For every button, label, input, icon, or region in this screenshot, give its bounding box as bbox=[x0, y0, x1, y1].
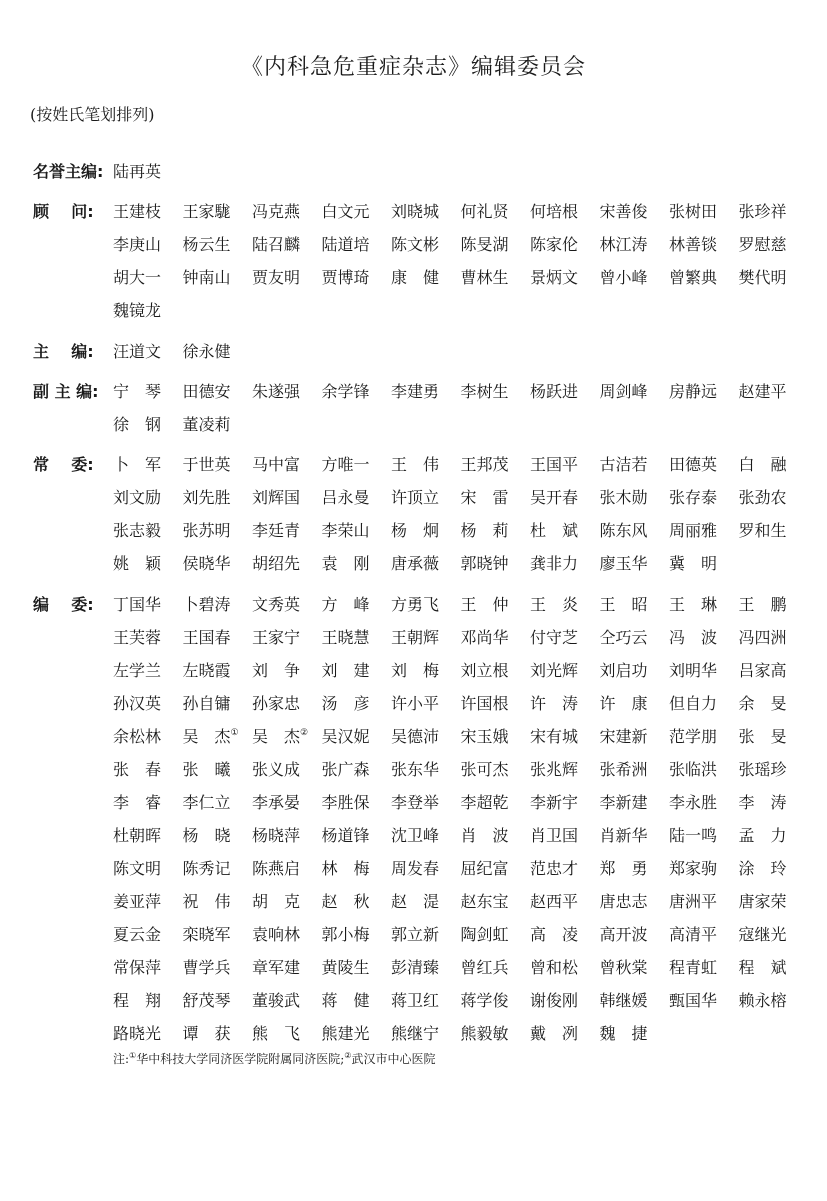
member-name: 魏 捷 bbox=[599, 1024, 648, 1043]
member-name: 肖 波 bbox=[460, 826, 509, 845]
member-name: 贾博琦 bbox=[321, 268, 370, 287]
member-name: 刘 建 bbox=[321, 661, 370, 680]
member-name: 常保萍 bbox=[113, 958, 162, 977]
member-name: 何培根 bbox=[530, 202, 579, 221]
member-name: 方勇飞 bbox=[391, 595, 440, 614]
member-name: 李 涛 bbox=[738, 793, 787, 812]
member-name: 李廷青 bbox=[252, 521, 301, 540]
member-name: 古洁若 bbox=[599, 455, 648, 474]
member-name: 李承晏 bbox=[252, 793, 301, 812]
member-name: 姜亚萍 bbox=[113, 892, 162, 911]
member-name: 卜 军 bbox=[113, 455, 162, 474]
member-name: 陆再英 bbox=[113, 162, 162, 181]
member-name: 蒋 健 bbox=[321, 991, 370, 1010]
member-name: 宁 琴 bbox=[113, 382, 162, 401]
member-name: 冯克燕 bbox=[252, 202, 301, 221]
member-name: 丁国华 bbox=[113, 595, 162, 614]
member-name: 方唯一 bbox=[321, 455, 370, 474]
member-name: 李庚山 bbox=[113, 235, 162, 254]
member-name: 郭立新 bbox=[391, 925, 440, 944]
member-name: 肖新华 bbox=[599, 826, 648, 845]
name-list bbox=[113, 588, 813, 1050]
name-list bbox=[113, 155, 813, 188]
member-name: 陆道培 bbox=[321, 235, 370, 254]
member-name: 吴 杰① bbox=[182, 727, 239, 746]
member-name: 房静远 bbox=[669, 382, 718, 401]
member-name: 林江涛 bbox=[599, 235, 648, 254]
member-name: 姚 颖 bbox=[113, 554, 162, 573]
member-name: 谢俊刚 bbox=[530, 991, 579, 1010]
sort-order-note: (按姓氏笔划排列) bbox=[30, 105, 155, 124]
member-name: 刘启功 bbox=[599, 661, 648, 680]
member-name: 郭小梅 bbox=[321, 925, 370, 944]
member-name: 陈旻湖 bbox=[460, 235, 509, 254]
member-name: 郑 勇 bbox=[599, 859, 648, 878]
member-name: 李登举 bbox=[391, 793, 440, 812]
member-name: 张 旻 bbox=[738, 727, 787, 746]
member-name: 卜碧涛 bbox=[182, 595, 231, 614]
member-name: 戴 冽 bbox=[530, 1024, 579, 1043]
member-name: 刘明华 bbox=[669, 661, 718, 680]
member-name: 张树田 bbox=[669, 202, 718, 221]
member-name: 张劲农 bbox=[738, 488, 787, 507]
member-name: 张东华 bbox=[391, 760, 440, 779]
section-label: 主 编: bbox=[33, 342, 94, 361]
member-name: 张志毅 bbox=[113, 521, 162, 540]
member-name: 吕家高 bbox=[738, 661, 787, 680]
member-name: 罗和生 bbox=[738, 521, 787, 540]
member-name: 张义成 bbox=[252, 760, 301, 779]
member-name: 张临洪 bbox=[669, 760, 718, 779]
member-name: 李 睿 bbox=[113, 793, 162, 812]
member-name: 陶剑虹 bbox=[460, 925, 509, 944]
member-name: 余学锋 bbox=[321, 382, 370, 401]
member-name: 王邦茂 bbox=[460, 455, 509, 474]
member-name: 樊代明 bbox=[738, 268, 787, 287]
name-list bbox=[113, 448, 813, 580]
member-name: 李荣山 bbox=[321, 521, 370, 540]
member-name: 陈秀记 bbox=[182, 859, 231, 878]
member-name: 宋玉娥 bbox=[460, 727, 509, 746]
member-name: 曾红兵 bbox=[460, 958, 509, 977]
member-name: 袁 刚 bbox=[321, 554, 370, 573]
member-name: 高开波 bbox=[599, 925, 648, 944]
member-name: 王 鹏 bbox=[738, 595, 787, 614]
member-name: 祝 伟 bbox=[182, 892, 231, 911]
member-name: 冀 明 bbox=[669, 554, 718, 573]
member-name: 王国平 bbox=[530, 455, 579, 474]
section-label: 编 委: bbox=[33, 595, 94, 614]
member-name: 魏镜龙 bbox=[113, 301, 162, 320]
member-name: 杨云生 bbox=[182, 235, 231, 254]
member-name: 赵 湜 bbox=[391, 892, 440, 911]
member-name: 但自力 bbox=[669, 694, 718, 713]
member-name: 朱遂强 bbox=[252, 382, 301, 401]
member-name: 景炳文 bbox=[530, 268, 579, 287]
member-name: 唐家荣 bbox=[738, 892, 787, 911]
member-name: 肖卫国 bbox=[530, 826, 579, 845]
member-name: 夏云金 bbox=[113, 925, 162, 944]
member-name: 高 凌 bbox=[530, 925, 579, 944]
member-name: 胡 克 bbox=[252, 892, 301, 911]
member-name: 王 伟 bbox=[391, 455, 440, 474]
member-name: 李新建 bbox=[599, 793, 648, 812]
member-name: 邓尚华 bbox=[460, 628, 509, 647]
member-name: 侯晓华 bbox=[182, 554, 231, 573]
member-name: 张苏明 bbox=[182, 521, 231, 540]
member-name: 陈家伦 bbox=[530, 235, 579, 254]
member-name: 杜朝晖 bbox=[113, 826, 162, 845]
member-name: 王 仲 bbox=[460, 595, 509, 614]
member-name: 徐永健 bbox=[182, 342, 231, 361]
member-name: 林 梅 bbox=[321, 859, 370, 878]
member-name: 舒茂琴 bbox=[182, 991, 231, 1010]
member-name: 陆召麟 bbox=[252, 235, 301, 254]
member-name: 路晓光 bbox=[113, 1024, 162, 1043]
footnote: 注:①华中科技大学同济医学院附属同济医院;②武汉市中心医院 bbox=[113, 1051, 436, 1066]
member-name: 王建枝 bbox=[113, 202, 162, 221]
member-name: 田德英 bbox=[669, 455, 718, 474]
member-name: 吕永曼 bbox=[321, 488, 370, 507]
member-name: 熊继宁 bbox=[391, 1024, 440, 1043]
member-name: 冯 波 bbox=[669, 628, 718, 647]
member-name: 熊毅敏 bbox=[460, 1024, 509, 1043]
member-name: 廖玉华 bbox=[599, 554, 648, 573]
member-name: 赵建平 bbox=[738, 382, 787, 401]
member-name: 吴汉妮 bbox=[321, 727, 370, 746]
member-name: 王芙蓉 bbox=[113, 628, 162, 647]
member-name: 王晓慧 bbox=[321, 628, 370, 647]
member-name: 李胜保 bbox=[321, 793, 370, 812]
member-name: 张可杰 bbox=[460, 760, 509, 779]
member-name: 董骏武 bbox=[252, 991, 301, 1010]
member-name: 贾友明 bbox=[252, 268, 301, 287]
member-name: 屈纪富 bbox=[460, 859, 509, 878]
member-name: 杨晓萍 bbox=[252, 826, 301, 845]
name-list bbox=[113, 375, 813, 441]
member-name: 吴开春 bbox=[530, 488, 579, 507]
member-name: 陈东风 bbox=[599, 521, 648, 540]
member-name: 何礼贤 bbox=[460, 202, 509, 221]
member-name: 郑家驹 bbox=[669, 859, 718, 878]
member-name: 范忠才 bbox=[530, 859, 579, 878]
member-name: 孙家忠 bbox=[252, 694, 301, 713]
name-list bbox=[113, 195, 813, 327]
member-name: 蒋学俊 bbox=[460, 991, 509, 1010]
member-name: 田德安 bbox=[182, 382, 231, 401]
member-name: 王国春 bbox=[182, 628, 231, 647]
member-name: 宋善俊 bbox=[599, 202, 648, 221]
member-name: 沈卫峰 bbox=[391, 826, 440, 845]
member-name: 程青虹 bbox=[669, 958, 718, 977]
member-name: 李超乾 bbox=[460, 793, 509, 812]
member-name: 王家宁 bbox=[252, 628, 301, 647]
member-name: 董凌莉 bbox=[182, 415, 231, 434]
member-name: 余 旻 bbox=[738, 694, 787, 713]
member-name: 孟 力 bbox=[738, 826, 787, 845]
member-name: 张广森 bbox=[321, 760, 370, 779]
member-name: 康 健 bbox=[391, 268, 440, 287]
member-name: 杨 炯 bbox=[391, 521, 440, 540]
member-name: 汤 彦 bbox=[321, 694, 370, 713]
member-name: 李永胜 bbox=[669, 793, 718, 812]
member-name: 袁响林 bbox=[252, 925, 301, 944]
member-name: 陆一鸣 bbox=[669, 826, 718, 845]
member-name: 熊 飞 bbox=[252, 1024, 301, 1043]
member-name: 宋 雷 bbox=[460, 488, 509, 507]
member-name: 吴德沛 bbox=[391, 727, 440, 746]
member-name: 张希洲 bbox=[599, 760, 648, 779]
member-name: 王朝辉 bbox=[391, 628, 440, 647]
member-name: 张 春 bbox=[113, 760, 162, 779]
member-name: 彭清臻 bbox=[391, 958, 440, 977]
member-name: 曾繁典 bbox=[669, 268, 718, 287]
member-name: 刘先胜 bbox=[182, 488, 231, 507]
member-name: 周剑峰 bbox=[599, 382, 648, 401]
member-name: 李树生 bbox=[460, 382, 509, 401]
member-name: 曾小峰 bbox=[599, 268, 648, 287]
name-list bbox=[113, 335, 813, 368]
member-name: 白 融 bbox=[738, 455, 787, 474]
member-name: 曹学兵 bbox=[182, 958, 231, 977]
member-name: 程 斌 bbox=[738, 958, 787, 977]
member-name: 涂 玲 bbox=[738, 859, 787, 878]
member-name: 许 康 bbox=[599, 694, 648, 713]
member-name: 刘 梅 bbox=[391, 661, 440, 680]
member-name: 曾秋棠 bbox=[599, 958, 648, 977]
member-name: 唐承薇 bbox=[391, 554, 440, 573]
member-name: 李仁立 bbox=[182, 793, 231, 812]
member-name: 陈燕启 bbox=[252, 859, 301, 878]
member-name: 高清平 bbox=[669, 925, 718, 944]
member-name: 胡绍先 bbox=[252, 554, 301, 573]
member-name: 仝巧云 bbox=[599, 628, 648, 647]
member-name: 郭晓钟 bbox=[460, 554, 509, 573]
member-name: 范学朋 bbox=[669, 727, 718, 746]
member-name: 栾晓军 bbox=[182, 925, 231, 944]
member-name: 许国根 bbox=[460, 694, 509, 713]
member-name: 刘 争 bbox=[252, 661, 301, 680]
member-name: 孙汉英 bbox=[113, 694, 162, 713]
member-name: 罗慰慈 bbox=[738, 235, 787, 254]
member-name: 唐忠志 bbox=[599, 892, 648, 911]
member-name: 刘立根 bbox=[460, 661, 509, 680]
member-name: 刘文励 bbox=[113, 488, 162, 507]
member-name: 许顶立 bbox=[391, 488, 440, 507]
member-name: 刘辉国 bbox=[252, 488, 301, 507]
member-name: 汪道文 bbox=[113, 342, 162, 361]
member-name: 钟南山 bbox=[182, 268, 231, 287]
member-name: 杨跃进 bbox=[530, 382, 579, 401]
member-name: 王 琳 bbox=[669, 595, 718, 614]
member-name: 周发春 bbox=[391, 859, 440, 878]
member-name: 龚非力 bbox=[530, 554, 579, 573]
member-name: 曹林生 bbox=[460, 268, 509, 287]
member-name: 赵 秋 bbox=[321, 892, 370, 911]
member-name: 张 曦 bbox=[182, 760, 231, 779]
page-title: 《内科急危重症杂志》编辑委员会 bbox=[240, 55, 586, 80]
member-name: 杜 斌 bbox=[530, 521, 579, 540]
member-name: 于世英 bbox=[182, 455, 231, 474]
member-name: 许 涛 bbox=[530, 694, 579, 713]
member-name: 许小平 bbox=[391, 694, 440, 713]
member-name: 张存泰 bbox=[669, 488, 718, 507]
member-name: 谭 获 bbox=[182, 1024, 231, 1043]
member-name: 陈文彬 bbox=[391, 235, 440, 254]
member-name: 吴 杰② bbox=[252, 727, 309, 746]
member-name: 左学兰 bbox=[113, 661, 162, 680]
section-label: 常 委: bbox=[33, 455, 94, 474]
member-name: 杨道锋 bbox=[321, 826, 370, 845]
member-name: 陈文明 bbox=[113, 859, 162, 878]
member-name: 唐洲平 bbox=[669, 892, 718, 911]
member-name: 余松林 bbox=[113, 727, 162, 746]
member-name: 黄陵生 bbox=[321, 958, 370, 977]
member-name: 林善锬 bbox=[669, 235, 718, 254]
member-name: 李新宇 bbox=[530, 793, 579, 812]
member-name: 冯四洲 bbox=[738, 628, 787, 647]
member-name: 王 昭 bbox=[599, 595, 648, 614]
member-name: 王 炎 bbox=[530, 595, 579, 614]
member-name: 蒋卫红 bbox=[391, 991, 440, 1010]
member-name: 章军建 bbox=[252, 958, 301, 977]
member-name: 张珍祥 bbox=[738, 202, 787, 221]
member-name: 赵东宝 bbox=[460, 892, 509, 911]
member-name: 文秀英 bbox=[252, 595, 301, 614]
member-name: 白文元 bbox=[321, 202, 370, 221]
member-name: 杨 晓 bbox=[182, 826, 231, 845]
member-name: 付守芝 bbox=[530, 628, 579, 647]
member-name: 张兆辉 bbox=[530, 760, 579, 779]
member-name: 胡大一 bbox=[113, 268, 162, 287]
section-label: 顾 问: bbox=[33, 202, 94, 221]
member-name: 张瑶珍 bbox=[738, 760, 787, 779]
member-name: 左晓霞 bbox=[182, 661, 231, 680]
member-name: 徐 钢 bbox=[113, 415, 162, 434]
member-name: 周丽雅 bbox=[669, 521, 718, 540]
member-name: 宋有城 bbox=[530, 727, 579, 746]
member-name: 刘光辉 bbox=[530, 661, 579, 680]
section-label: 副 主 编: bbox=[33, 382, 99, 401]
member-name: 甄国华 bbox=[669, 991, 718, 1010]
member-name: 杨 莉 bbox=[460, 521, 509, 540]
member-name: 宋建新 bbox=[599, 727, 648, 746]
member-name: 李建勇 bbox=[391, 382, 440, 401]
member-name: 刘晓城 bbox=[391, 202, 440, 221]
member-name: 方 峰 bbox=[321, 595, 370, 614]
member-name: 韩继媛 bbox=[599, 991, 648, 1010]
member-name: 熊建光 bbox=[321, 1024, 370, 1043]
member-name: 张木勋 bbox=[599, 488, 648, 507]
member-name: 孙自镛 bbox=[182, 694, 231, 713]
member-name: 赵西平 bbox=[530, 892, 579, 911]
member-name: 寇继光 bbox=[738, 925, 787, 944]
section-label: 名誉主编: bbox=[33, 162, 104, 181]
member-name: 程 翔 bbox=[113, 991, 162, 1010]
member-name: 王家駹 bbox=[182, 202, 231, 221]
member-name: 曾和松 bbox=[530, 958, 579, 977]
member-name: 赖永榕 bbox=[738, 991, 787, 1010]
member-name: 马中富 bbox=[252, 455, 301, 474]
